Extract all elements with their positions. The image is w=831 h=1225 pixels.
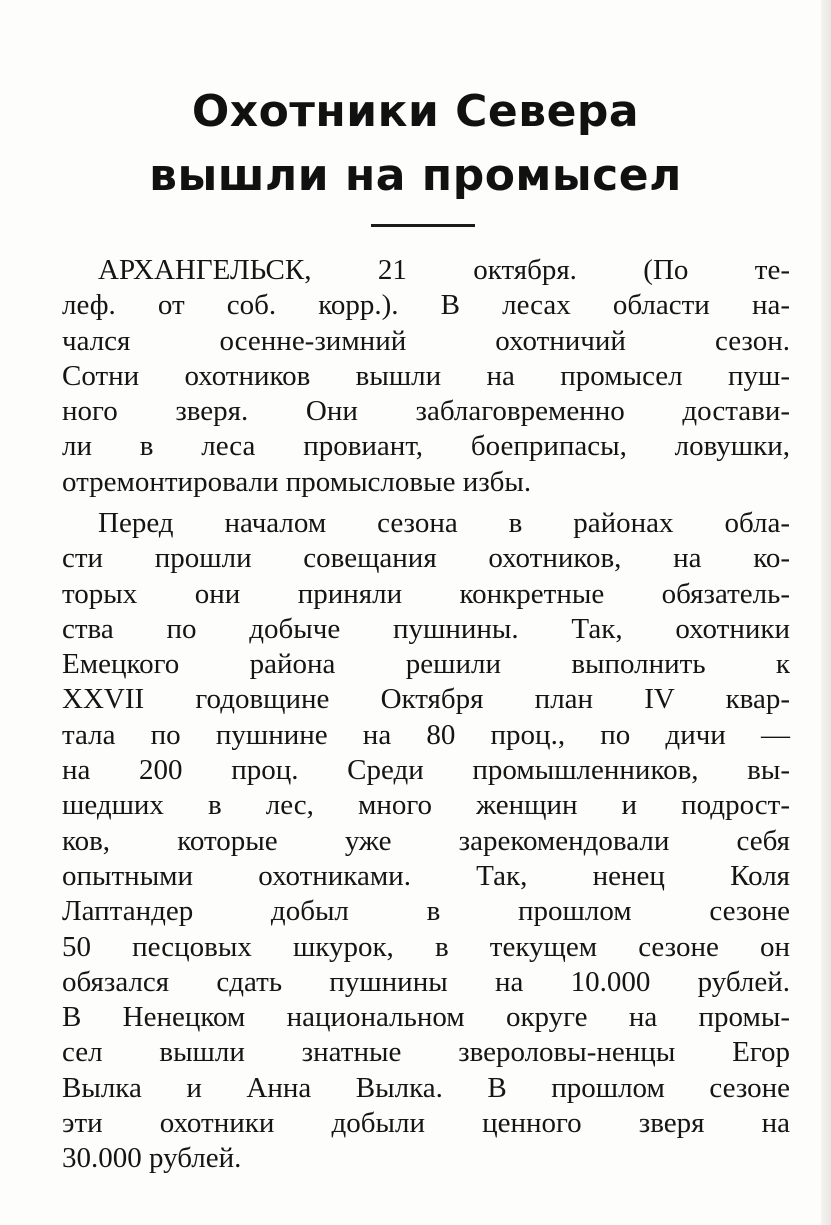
paragraph-line: АРХАНГЕЛЬСК, 21 октября. (По те- bbox=[98, 254, 790, 286]
paragraph-line: ли в леса провиант, боеприпасы, ловушки, bbox=[62, 430, 790, 463]
paragraph-line: сел вышли знатные звероловы-ненцы Егор bbox=[62, 1036, 790, 1069]
paragraph-line: шедших в лес, много женщин и подрост- bbox=[62, 789, 790, 822]
paragraph-line: 50 песцовых шкурок, в текущем сезоне он bbox=[62, 930, 790, 963]
headline-divider bbox=[371, 224, 475, 227]
paragraph-line: ков, которые уже зарекомендовали себя bbox=[62, 824, 790, 857]
paragraph-line: Емецкого района решили выполнить к bbox=[62, 648, 790, 681]
paragraph-line: Сотни охотников вышли на промысел пуш- bbox=[62, 359, 790, 392]
paragraph-line: чался осенне-зимний охотничий сезон. bbox=[62, 324, 790, 357]
paragraph-line: тала по пушнине на 80 проц., по дичи — bbox=[62, 718, 790, 751]
paragraph-line: торых они приняли конкретные обязатель- bbox=[62, 577, 790, 610]
paragraph-line: сти прошли совещания охотников, на ко- bbox=[62, 542, 790, 575]
paragraph-line: Перед началом сезона в районах обла- bbox=[98, 507, 790, 539]
paragraph-line: эти охотники добыли ценного зверя на bbox=[62, 1107, 790, 1140]
paragraph-line: Лаптандер добыл в прошлом сезоне bbox=[62, 895, 790, 928]
paragraph-line: В Ненецком национальном округе на промы- bbox=[62, 1001, 790, 1034]
paragraph-line: на 200 проц. Среди промышленников, вы- bbox=[62, 754, 790, 787]
paragraph-line: опытными охотниками. Так, ненец Коля bbox=[62, 859, 790, 892]
paragraph-line: леф. от соб. корр.). В лесах области на- bbox=[62, 289, 790, 322]
paragraph-line: ного зверя. Они заблаговременно достави- bbox=[62, 395, 790, 428]
paragraph-line: XXVII годовщине Октября план IV квар- bbox=[62, 683, 790, 716]
article-paragraph-1 bbox=[62, 253, 790, 500]
paragraph-line: 30.000 рублей. bbox=[62, 1142, 242, 1175]
paragraph-line: Вылка и Анна Вылка. В прошлом сезоне bbox=[62, 1071, 790, 1104]
headline-line-1: Охотники Севера bbox=[191, 86, 640, 137]
paragraph-line: обязался сдать пушнины на 10.000 рублей. bbox=[62, 965, 790, 998]
paragraph-line: отремонтировали промысловые избы. bbox=[62, 465, 532, 498]
article-paragraph-2 bbox=[62, 506, 790, 1177]
headline-line-2: вышли на промысел bbox=[149, 150, 682, 201]
paragraph-line: ства по добыче пушнины. Так, охотники bbox=[62, 612, 790, 645]
